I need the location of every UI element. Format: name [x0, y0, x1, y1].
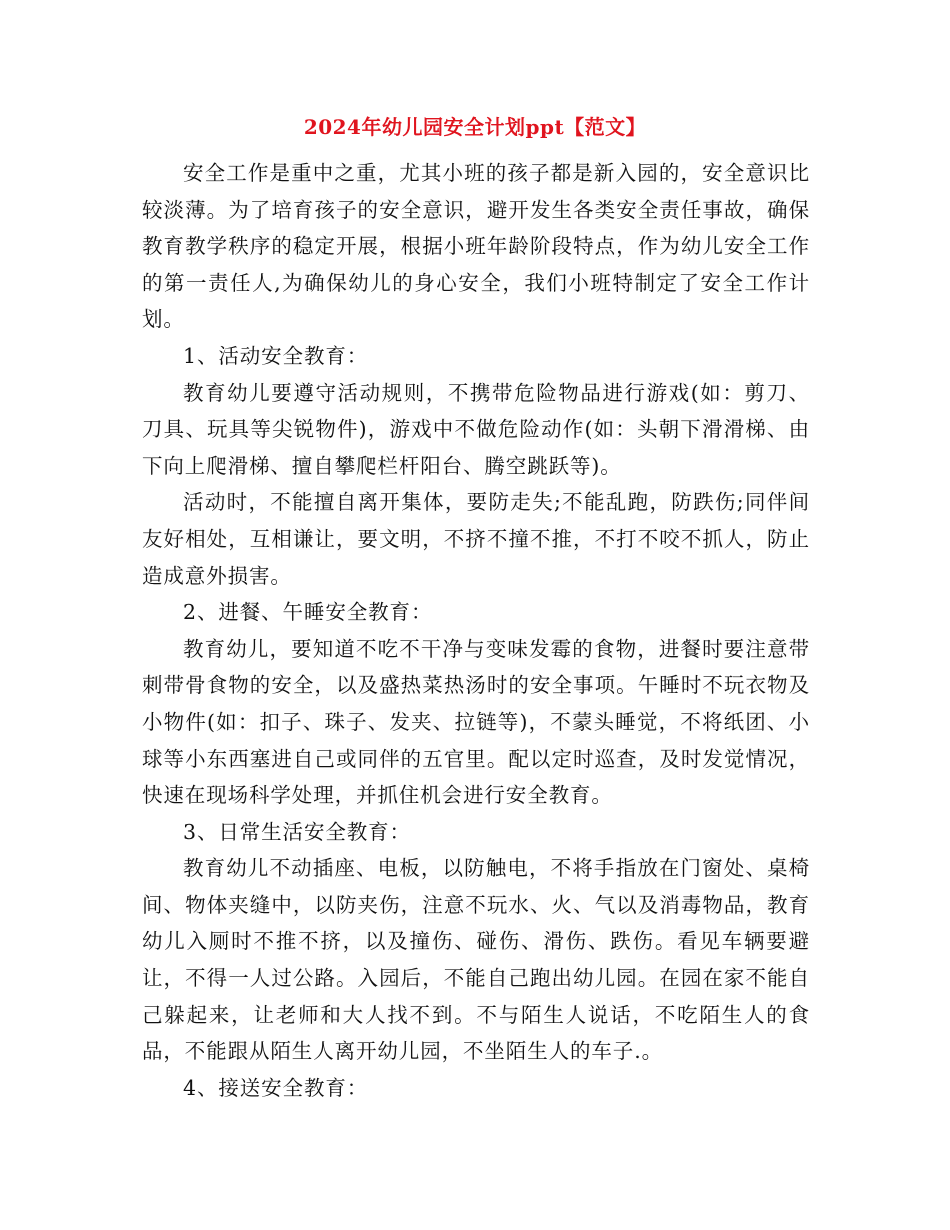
- paragraph-intro: 安全工作是重中之重，尤其小班的孩子都是新入园的，安全意识比较淡薄。为了培育孩子的安全意识，避开发生各类安全责任事故，确保教育教学秩序的稳定开展，根据小班年龄阶段特点，作为幼儿安全工作的第一责任人,为确保幼儿的身心安全，我们小班特制定了安全工作计划。: [142, 161, 810, 332]
- document-title: 2024年幼儿园安全计划ppt【范文】: [303, 115, 647, 139]
- paragraph-activity-behavior: 活动时，不能擅自离开集体，要防走失;不能乱跑，防跌伤;同伴间友好相处，互相谦让，要文明，不挤不撞不推，不打不咬不抓人，防止造成意外损害。: [142, 490, 810, 588]
- paragraph-meal-nap: 教育幼儿，要知道不吃不干净与变味发霉的食物，进餐时要注意带刺带骨食物的安全，以及盛热菜热汤时的安全事项。午睡时不玩衣物及小物件(如：扣子、珠子、发夹、拉链等)，不蒙头睡觉，不将纸团、小球等小东西塞进自己或同伴的五官里。配以定时巡查，及时发觉情况，快速在现场科学处理，并抓住机会进行安全教育。: [142, 636, 810, 808]
- paragraph-activity-rules: 教育幼儿要遵守活动规则，不携带危险物品进行游戏(如：剪刀、刀具、玩具等尖锐物件)，游戏中不做危险动作(如：头朝下滑滑梯、由下向上爬滑梯、擅自攀爬栏杆阳台、腾空跳跃等)。: [142, 380, 810, 478]
- document-body: [142, 155, 810, 1106]
- section-heading-meal-nap: 2、进餐、午睡安全教育：: [183, 600, 433, 625]
- paragraph-daily-life: 教育幼儿不动插座、电板，以防触电，不将手指放在门窗处、桌椅间、物体夹缝中，以防夹伤，注意不玩水、火、气以及消毒物品，教育幼儿入厕时不推不挤，以及撞伤、碰伤、滑伤、跌伤。看见车辆要避让，不得一人过公路。入园后，不能自己跑出幼儿园。在园在家不能自己躲起来，让老师和大人找不到。不与陌生人说话，不吃陌生人的食品，不能跟从陌生人离开幼儿园，不坐陌生人的车子.。: [142, 856, 810, 1064]
- section-heading-pickup: 4、接送安全教育：: [183, 1075, 369, 1100]
- section-heading-daily-life: 3、日常生活安全教育：: [183, 819, 411, 844]
- section-heading-activity: 1、活动安全教育：: [183, 343, 369, 368]
